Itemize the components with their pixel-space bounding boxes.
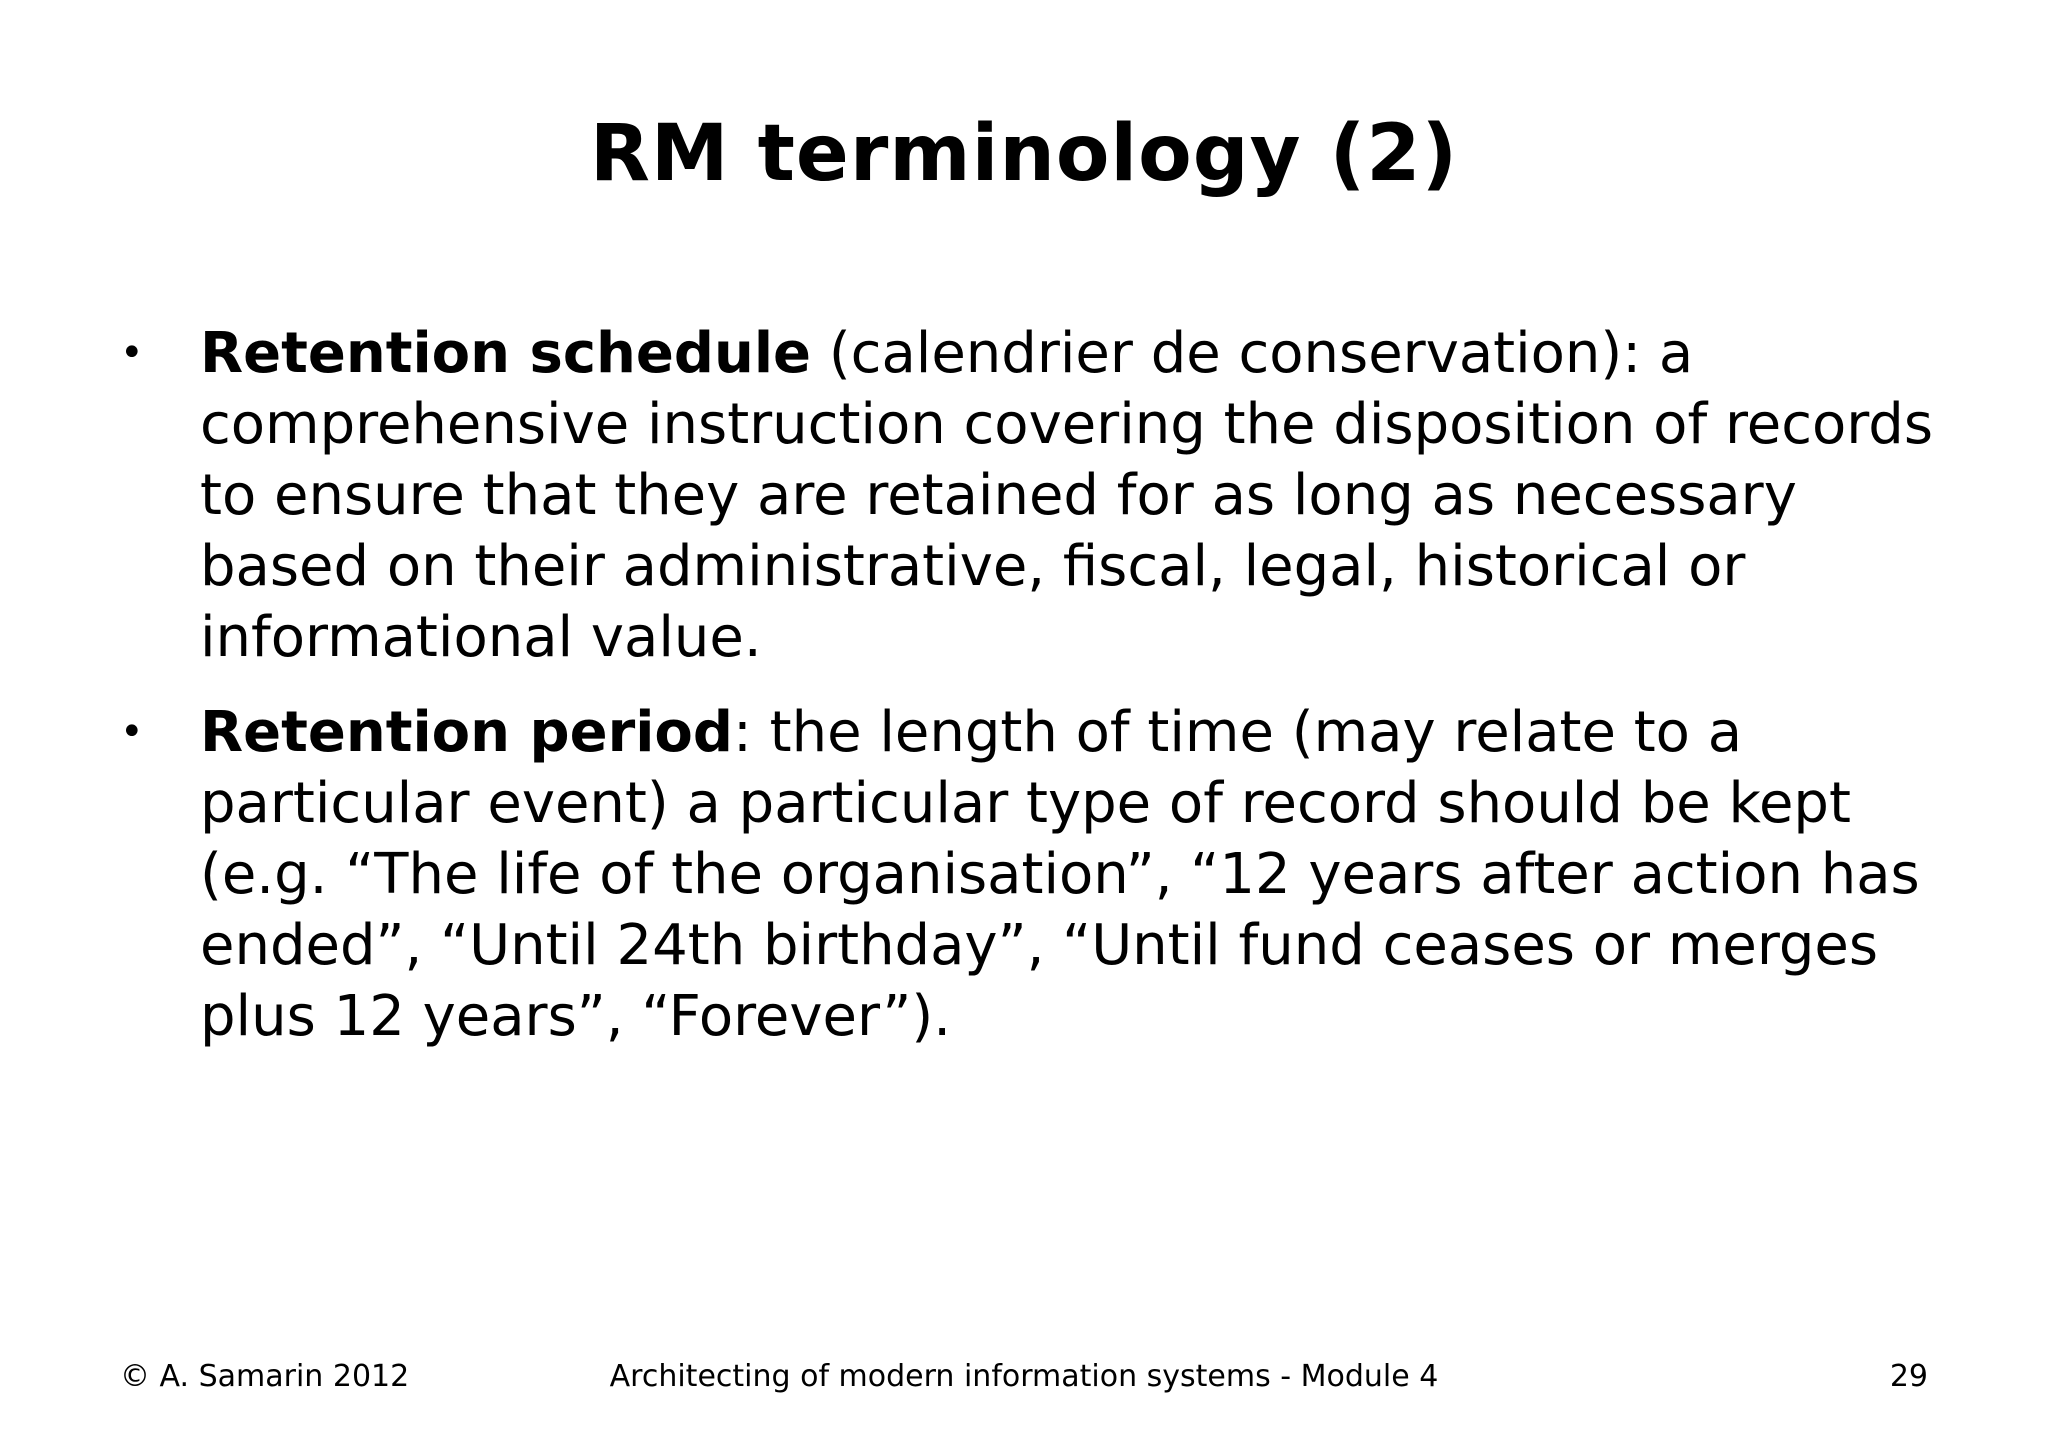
slide-title: RM terminology (2)	[589, 109, 1459, 199]
footer-course-title: Architecting of modern information systems - Module 4	[609, 1359, 1439, 1394]
footer-copyright: © A. Samarin 2012	[120, 1359, 410, 1394]
term-retention-schedule: Retention schedule	[200, 321, 812, 386]
definition-retention-schedule: (calendrier de conservation): a comprehensive instruction covering the disposition of records to ensure that they are retained for as long as necessary based on their administrative, fiscal, legal, historical or informational value.	[200, 321, 1934, 670]
bullet-item-retention-period	[120, 697, 1950, 1052]
definition-retention-period: : the length of time (may relate to a particular event) a particular type of record should be kept (e.g. “The life of the organisation”, “12 years after action has ended”, “Until 24th birthday”, “Until fund ceases or merges plus 12 years”, “Forever”).	[200, 700, 1920, 1049]
bullet-marker: •	[120, 330, 144, 376]
bullet-item-retention-schedule	[120, 318, 1950, 673]
bullet-marker: •	[120, 709, 144, 755]
bullet-list	[120, 318, 1950, 1076]
term-retention-period: Retention period	[200, 700, 733, 765]
footer-page-number: 29	[1889, 1359, 1928, 1394]
